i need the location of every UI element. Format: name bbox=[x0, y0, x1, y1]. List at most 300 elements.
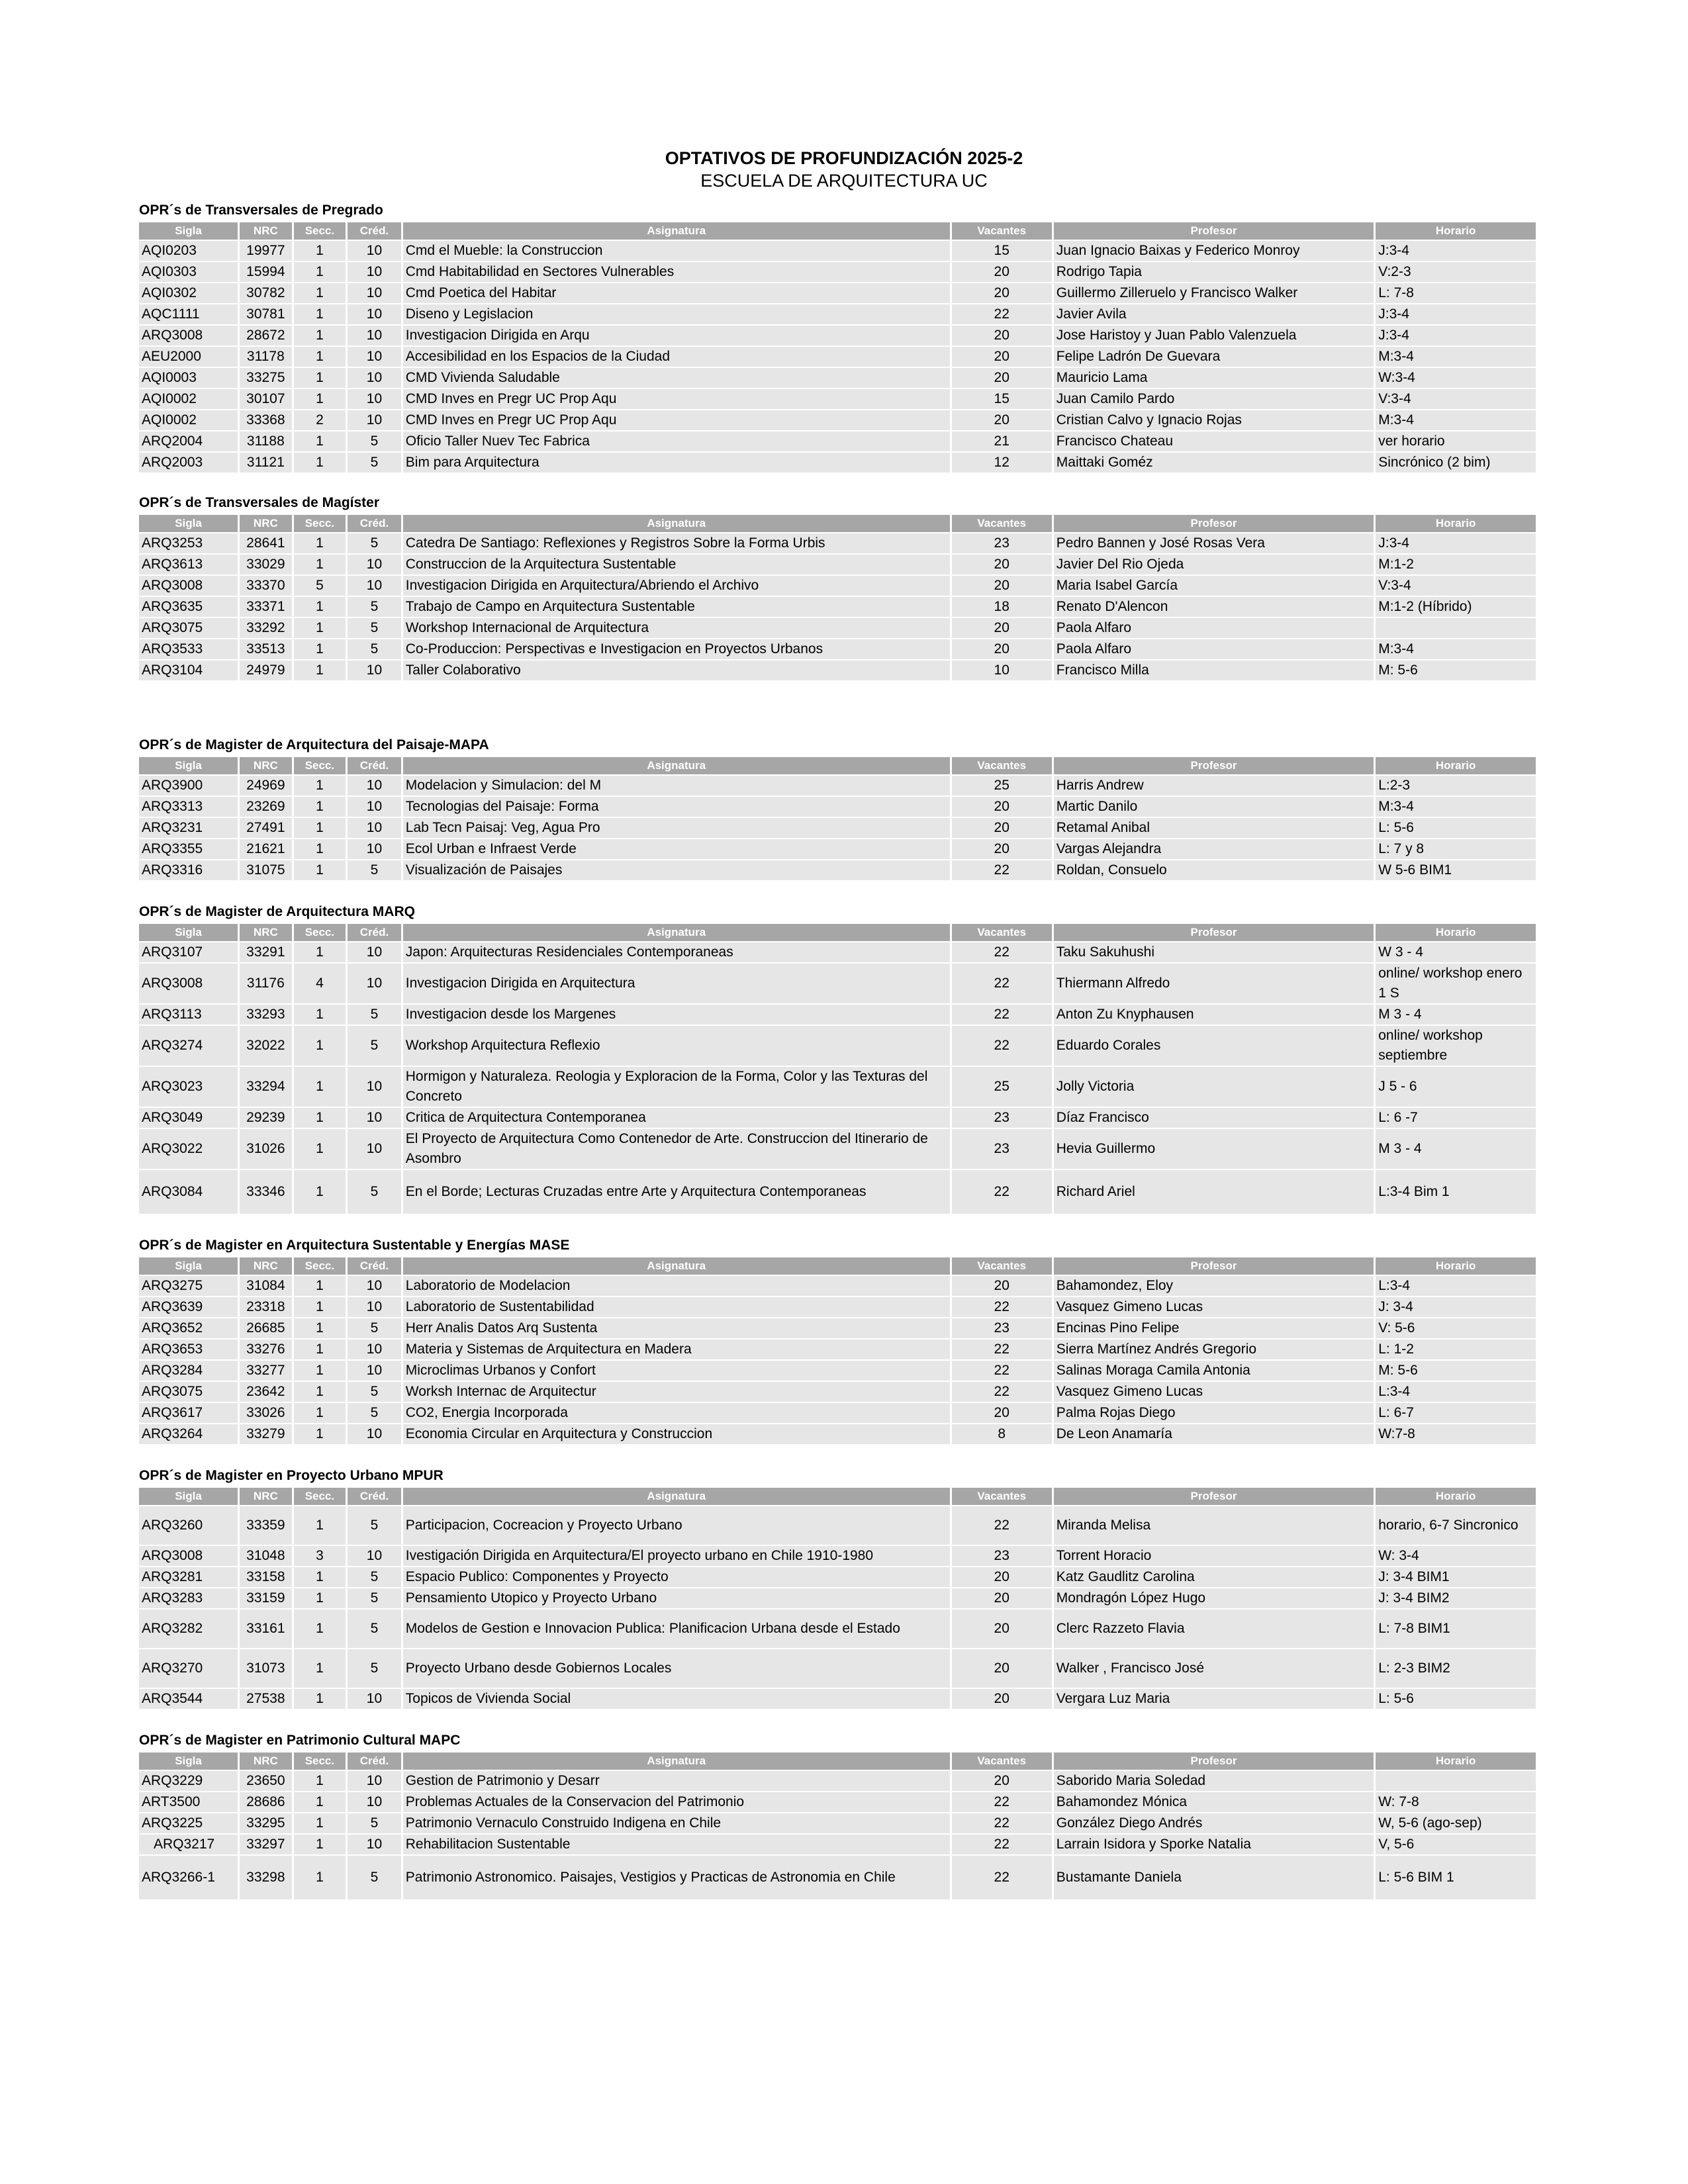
cell-cred: 5 bbox=[348, 639, 401, 659]
cell-sigla: ARQ3264 bbox=[139, 1424, 238, 1444]
cell-nrc: 32022 bbox=[240, 1026, 292, 1066]
table-row bbox=[139, 453, 1536, 473]
cell-cred: 10 bbox=[348, 839, 401, 859]
cell-vacantes: 22 bbox=[952, 1382, 1052, 1402]
cell-vacantes: 22 bbox=[952, 1813, 1052, 1833]
cell-vacantes: 8 bbox=[952, 1424, 1052, 1444]
cell-nrc: 31121 bbox=[240, 453, 292, 473]
cell-cred: 5 bbox=[348, 1026, 401, 1066]
cell-horario bbox=[1376, 618, 1536, 638]
cell-secc: 1 bbox=[294, 1856, 346, 1899]
cell-asignatura: Laboratorio de Sustentabilidad bbox=[403, 1297, 950, 1317]
cell-vacantes: 20 bbox=[952, 1649, 1052, 1688]
table-row bbox=[139, 597, 1536, 617]
table-row bbox=[139, 639, 1536, 659]
table-row bbox=[139, 432, 1536, 451]
cell-horario: online/ workshop enero 1 S bbox=[1376, 964, 1536, 1003]
cell-vacantes: 22 bbox=[952, 942, 1052, 962]
cell-vacantes: 22 bbox=[952, 1170, 1052, 1214]
column-header-cred: Créd. bbox=[348, 1488, 401, 1505]
cell-nrc: 33298 bbox=[240, 1856, 292, 1899]
cell-profesor: Salinas Moraga Camila Antonia bbox=[1054, 1361, 1374, 1381]
cell-asignatura: Catedra De Santiago: Reflexiones y Registros Sobre la Forma Urbis bbox=[403, 533, 950, 553]
cell-horario: J 5 - 6 bbox=[1376, 1067, 1536, 1107]
cell-asignatura: Rehabilitacion Sustentable bbox=[403, 1835, 950, 1854]
cell-secc: 1 bbox=[294, 1403, 346, 1423]
course-section bbox=[139, 492, 1536, 682]
column-header-asignatura: Asignatura bbox=[403, 222, 950, 240]
cell-asignatura: CMD Inves en Pregr UC Prop Aqu bbox=[403, 410, 950, 430]
cell-asignatura: Ivestigación Dirigida en Arquitectura/El proyecto urbano en Chile 1910-1980 bbox=[403, 1546, 950, 1566]
table-row bbox=[139, 1382, 1536, 1402]
cell-sigla: ARQ3113 bbox=[139, 1005, 238, 1024]
cell-sigla: ARQ3022 bbox=[139, 1129, 238, 1169]
table-header-row bbox=[139, 1257, 1536, 1275]
cell-cred: 5 bbox=[348, 1318, 401, 1338]
cell-nrc: 31084 bbox=[240, 1276, 292, 1296]
cell-sigla: ARQ3639 bbox=[139, 1297, 238, 1317]
cell-profesor: Martic Danilo bbox=[1054, 797, 1374, 817]
cell-sigla: ARQ3283 bbox=[139, 1588, 238, 1608]
cell-profesor: Katz Gaudlitz Carolina bbox=[1054, 1567, 1374, 1587]
course-table bbox=[137, 221, 1538, 474]
cell-vacantes: 20 bbox=[952, 1588, 1052, 1608]
column-header-profesor: Profesor bbox=[1054, 1752, 1374, 1770]
cell-horario: J: 3-4 BIM1 bbox=[1376, 1567, 1536, 1587]
cell-cred: 5 bbox=[348, 533, 401, 553]
table-row bbox=[139, 964, 1536, 1003]
cell-asignatura: Materia y Sistemas de Arquitectura en Madera bbox=[403, 1340, 950, 1359]
cell-profesor: De Leon Anamaría bbox=[1054, 1424, 1374, 1444]
cell-cred: 10 bbox=[348, 1067, 401, 1107]
cell-horario: M: 5-6 bbox=[1376, 1361, 1536, 1381]
cell-cred: 10 bbox=[348, 1129, 401, 1169]
cell-secc: 5 bbox=[294, 576, 346, 596]
cell-nrc: 33291 bbox=[240, 942, 292, 962]
table-row bbox=[139, 1506, 1536, 1545]
column-header-secc: Secc. bbox=[294, 1257, 346, 1275]
cell-nrc: 31176 bbox=[240, 964, 292, 1003]
cell-sigla: ARQ3266-1 bbox=[139, 1856, 238, 1899]
cell-horario: V:3-4 bbox=[1376, 576, 1536, 596]
cell-sigla: ARQ3635 bbox=[139, 597, 238, 617]
cell-asignatura: Oficio Taller Nuev Tec Fabrica bbox=[403, 432, 950, 451]
cell-profesor: Encinas Pino Felipe bbox=[1054, 1318, 1374, 1338]
column-header-sigla: Sigla bbox=[139, 1488, 238, 1505]
cell-cred: 10 bbox=[348, 326, 401, 345]
cell-nrc: 31048 bbox=[240, 1546, 292, 1566]
cell-profesor: Mondragón López Hugo bbox=[1054, 1588, 1374, 1608]
cell-horario: M 3 - 4 bbox=[1376, 1129, 1536, 1169]
cell-nrc: 33346 bbox=[240, 1170, 292, 1214]
cell-profesor: Bustamante Daniela bbox=[1054, 1856, 1374, 1899]
cell-cred: 10 bbox=[348, 1340, 401, 1359]
cell-cred: 5 bbox=[348, 1813, 401, 1833]
cell-profesor: Sierra Martínez Andrés Gregorio bbox=[1054, 1340, 1374, 1359]
cell-profesor: Taku Sakuhushi bbox=[1054, 942, 1374, 962]
cell-vacantes: 10 bbox=[952, 660, 1052, 680]
cell-secc: 1 bbox=[294, 241, 346, 261]
table-row bbox=[139, 660, 1536, 680]
cell-horario: M 3 - 4 bbox=[1376, 1005, 1536, 1024]
cell-horario: M:1-2 (Híbrido) bbox=[1376, 597, 1536, 617]
column-header-profesor: Profesor bbox=[1054, 1488, 1374, 1505]
cell-profesor: Javier Del Rio Ojeda bbox=[1054, 555, 1374, 574]
column-header-profesor: Profesor bbox=[1054, 1257, 1374, 1275]
cell-sigla: ARQ3617 bbox=[139, 1403, 238, 1423]
cell-cred: 10 bbox=[348, 964, 401, 1003]
cell-horario: W 5-6 BIM1 bbox=[1376, 860, 1536, 880]
cell-nrc: 33161 bbox=[240, 1610, 292, 1648]
column-header-secc: Secc. bbox=[294, 1752, 346, 1770]
cell-secc: 1 bbox=[294, 797, 346, 817]
table-row bbox=[139, 1689, 1536, 1709]
cell-horario: J: 3-4 BIM2 bbox=[1376, 1588, 1536, 1608]
cell-vacantes: 22 bbox=[952, 964, 1052, 1003]
table-row bbox=[139, 1403, 1536, 1423]
cell-secc: 1 bbox=[294, 618, 346, 638]
column-header-profesor: Profesor bbox=[1054, 515, 1374, 532]
cell-secc: 1 bbox=[294, 283, 346, 303]
table-row bbox=[139, 389, 1536, 409]
cell-vacantes: 22 bbox=[952, 1005, 1052, 1024]
cell-secc: 1 bbox=[294, 839, 346, 859]
cell-asignatura: Modelos de Gestion e Innovacion Publica: Planificacion Urbana desde el Estado bbox=[403, 1610, 950, 1648]
cell-asignatura: Problemas Actuales de la Conservacion del Patrimonio bbox=[403, 1792, 950, 1812]
cell-nrc: 21621 bbox=[240, 839, 292, 859]
cell-nrc: 30107 bbox=[240, 389, 292, 409]
cell-profesor: Retamal Anibal bbox=[1054, 818, 1374, 838]
table-row bbox=[139, 576, 1536, 596]
cell-cred: 5 bbox=[348, 1382, 401, 1402]
cell-asignatura: Japon: Arquitecturas Residenciales Contemporaneas bbox=[403, 942, 950, 962]
course-table bbox=[137, 923, 1538, 1215]
cell-nrc: 33359 bbox=[240, 1506, 292, 1545]
table-row bbox=[139, 1424, 1536, 1444]
cell-profesor: Cristian Calvo y Ignacio Rojas bbox=[1054, 410, 1374, 430]
cell-profesor: Pedro Bannen y José Rosas Vera bbox=[1054, 533, 1374, 553]
cell-cred: 5 bbox=[348, 618, 401, 638]
cell-secc: 1 bbox=[294, 1361, 346, 1381]
cell-profesor: Maittaki Goméz bbox=[1054, 453, 1374, 473]
table-row bbox=[139, 1610, 1536, 1648]
cell-asignatura: Investigacion Dirigida en Arquitectura/Abriendo el Archivo bbox=[403, 576, 950, 596]
cell-sigla: ARQ3008 bbox=[139, 964, 238, 1003]
cell-profesor: Saborido Maria Soledad bbox=[1054, 1771, 1374, 1791]
cell-nrc: 31073 bbox=[240, 1649, 292, 1688]
cell-vacantes: 23 bbox=[952, 1129, 1052, 1169]
cell-cred: 10 bbox=[348, 776, 401, 796]
cell-horario: W:7-8 bbox=[1376, 1424, 1536, 1444]
cell-secc: 1 bbox=[294, 1026, 346, 1066]
cell-secc: 1 bbox=[294, 262, 346, 282]
cell-horario: L:3-4 bbox=[1376, 1276, 1536, 1296]
cell-cred: 5 bbox=[348, 1506, 401, 1545]
cell-sigla: ARQ3008 bbox=[139, 326, 238, 345]
cell-horario: L:3-4 Bim 1 bbox=[1376, 1170, 1536, 1214]
cell-horario: W, 5-6 (ago-sep) bbox=[1376, 1813, 1536, 1833]
cell-asignatura: Proyecto Urbano desde Gobiernos Locales bbox=[403, 1649, 950, 1688]
cell-secc: 1 bbox=[294, 1340, 346, 1359]
cell-sigla: AQI0302 bbox=[139, 283, 238, 303]
cell-secc: 1 bbox=[294, 432, 346, 451]
cell-sigla: ARQ3653 bbox=[139, 1340, 238, 1359]
cell-vacantes: 23 bbox=[952, 533, 1052, 553]
cell-horario: L:2-3 bbox=[1376, 776, 1536, 796]
table-row bbox=[139, 1297, 1536, 1317]
cell-nrc: 33293 bbox=[240, 1005, 292, 1024]
cell-sigla: ARQ3281 bbox=[139, 1567, 238, 1587]
table-header-row bbox=[139, 1752, 1536, 1770]
cell-cred: 5 bbox=[348, 1856, 401, 1899]
course-section bbox=[139, 1235, 1536, 1445]
cell-horario: Sincrónico (2 bim) bbox=[1376, 453, 1536, 473]
cell-secc: 1 bbox=[294, 326, 346, 345]
column-header-nrc: NRC bbox=[240, 222, 292, 240]
cell-vacantes: 20 bbox=[952, 368, 1052, 388]
cell-asignatura: Investigacion Dirigida en Arqu bbox=[403, 326, 950, 345]
cell-cred: 5 bbox=[348, 860, 401, 880]
course-sections bbox=[139, 200, 1536, 1901]
cell-sigla: ARQ3533 bbox=[139, 639, 238, 659]
cell-profesor: Vasquez Gimeno Lucas bbox=[1054, 1297, 1374, 1317]
cell-profesor: Richard Ariel bbox=[1054, 1170, 1374, 1214]
cell-profesor: Paola Alfaro bbox=[1054, 618, 1374, 638]
cell-profesor: Larrain Isidora y Sporke Natalia bbox=[1054, 1835, 1374, 1854]
table-row bbox=[139, 1361, 1536, 1381]
cell-secc: 1 bbox=[294, 1689, 346, 1709]
cell-nrc: 33029 bbox=[240, 555, 292, 574]
cell-asignatura: Accesibilidad en los Espacios de la Ciudad bbox=[403, 347, 950, 367]
table-row bbox=[139, 1318, 1536, 1338]
cell-asignatura: Construccion de la Arquitectura Sustentable bbox=[403, 555, 950, 574]
cell-nrc: 28641 bbox=[240, 533, 292, 553]
cell-vacantes: 21 bbox=[952, 432, 1052, 451]
cell-nrc: 33026 bbox=[240, 1403, 292, 1423]
cell-vacantes: 22 bbox=[952, 1792, 1052, 1812]
course-section bbox=[139, 901, 1536, 1215]
cell-secc: 1 bbox=[294, 1567, 346, 1587]
column-header-vacantes: Vacantes bbox=[952, 515, 1052, 532]
cell-sigla: AQC1111 bbox=[139, 304, 238, 324]
column-header-secc: Secc. bbox=[294, 757, 346, 774]
table-row bbox=[139, 262, 1536, 282]
cell-horario: online/ workshop septiembre bbox=[1376, 1026, 1536, 1066]
cell-secc: 1 bbox=[294, 1506, 346, 1545]
course-section bbox=[139, 1730, 1536, 1901]
course-section bbox=[139, 1465, 1536, 1710]
cell-cred: 5 bbox=[348, 1170, 401, 1214]
document-title: OPTATIVOS DE PROFUNDIZACIÓN 2025-2 bbox=[665, 148, 1023, 168]
cell-profesor: Anton Zu Knyphausen bbox=[1054, 1005, 1374, 1024]
cell-sigla: ARQ3049 bbox=[139, 1108, 238, 1128]
cell-profesor: Walker , Francisco José bbox=[1054, 1649, 1374, 1688]
cell-profesor: Rodrigo Tapia bbox=[1054, 262, 1374, 282]
table-header-row bbox=[139, 924, 1536, 941]
cell-sigla: AQI0002 bbox=[139, 410, 238, 430]
cell-vacantes: 23 bbox=[952, 1546, 1052, 1566]
cell-secc: 1 bbox=[294, 660, 346, 680]
cell-vacantes: 20 bbox=[952, 1276, 1052, 1296]
cell-vacantes: 22 bbox=[952, 304, 1052, 324]
cell-vacantes: 20 bbox=[952, 797, 1052, 817]
cell-secc: 1 bbox=[294, 818, 346, 838]
cell-nrc: 27491 bbox=[240, 818, 292, 838]
cell-profesor: Vargas Alejandra bbox=[1054, 839, 1374, 859]
cell-vacantes: 20 bbox=[952, 618, 1052, 638]
column-header-vacantes: Vacantes bbox=[952, 924, 1052, 941]
cell-vacantes: 23 bbox=[952, 1318, 1052, 1338]
course-table bbox=[137, 1256, 1538, 1445]
cell-horario: L: 7-8 bbox=[1376, 283, 1536, 303]
cell-horario: L: 6 -7 bbox=[1376, 1108, 1536, 1128]
table-row bbox=[139, 1067, 1536, 1107]
cell-asignatura: Ecol Urban e Infraest Verde bbox=[403, 839, 950, 859]
cell-horario bbox=[1376, 1771, 1536, 1791]
column-header-asignatura: Asignatura bbox=[403, 515, 950, 532]
cell-nrc: 23269 bbox=[240, 797, 292, 817]
cell-profesor: Francisco Chateau bbox=[1054, 432, 1374, 451]
cell-sigla: AEU2000 bbox=[139, 347, 238, 367]
cell-vacantes: 23 bbox=[952, 1108, 1052, 1128]
cell-secc: 4 bbox=[294, 964, 346, 1003]
column-header-cred: Créd. bbox=[348, 222, 401, 240]
column-header-sigla: Sigla bbox=[139, 515, 238, 532]
cell-nrc: 23642 bbox=[240, 1382, 292, 1402]
course-section bbox=[139, 200, 1536, 474]
cell-nrc: 33277 bbox=[240, 1361, 292, 1381]
cell-sigla: ARQ3084 bbox=[139, 1170, 238, 1214]
cell-vacantes: 20 bbox=[952, 639, 1052, 659]
cell-secc: 1 bbox=[294, 1771, 346, 1791]
cell-cred: 10 bbox=[348, 818, 401, 838]
cell-vacantes: 20 bbox=[952, 262, 1052, 282]
cell-nrc: 33295 bbox=[240, 1813, 292, 1833]
cell-asignatura: Cmd Poetica del Habitar bbox=[403, 283, 950, 303]
cell-secc: 1 bbox=[294, 555, 346, 574]
cell-sigla: ARQ3275 bbox=[139, 1276, 238, 1296]
cell-horario: W 3 - 4 bbox=[1376, 942, 1536, 962]
table-row bbox=[139, 1276, 1536, 1296]
column-header-profesor: Profesor bbox=[1054, 924, 1374, 941]
table-row bbox=[139, 1588, 1536, 1608]
cell-asignatura: Workshop Arquitectura Reflexio bbox=[403, 1026, 950, 1066]
section-title: OPR´s de Magister en Proyecto Urbano MPUR bbox=[139, 1468, 444, 1483]
table-row bbox=[139, 797, 1536, 817]
cell-nrc: 28672 bbox=[240, 326, 292, 345]
cell-profesor: Guillermo Zilleruelo y Francisco Walker bbox=[1054, 283, 1374, 303]
cell-profesor: Miranda Melisa bbox=[1054, 1506, 1374, 1545]
cell-asignatura: Cmd Habitabilidad en Sectores Vulnerables bbox=[403, 262, 950, 282]
cell-secc: 1 bbox=[294, 453, 346, 473]
cell-sigla: ARQ3274 bbox=[139, 1026, 238, 1066]
cell-horario: M:1-2 bbox=[1376, 555, 1536, 574]
cell-secc: 2 bbox=[294, 410, 346, 430]
cell-vacantes: 20 bbox=[952, 1771, 1052, 1791]
cell-vacantes: 22 bbox=[952, 1297, 1052, 1317]
cell-sigla: ARQ3652 bbox=[139, 1318, 238, 1338]
cell-vacantes: 15 bbox=[952, 389, 1052, 409]
cell-cred: 10 bbox=[348, 368, 401, 388]
cell-profesor: Paola Alfaro bbox=[1054, 639, 1374, 659]
column-header-cred: Créd. bbox=[348, 1257, 401, 1275]
cell-secc: 1 bbox=[294, 347, 346, 367]
cell-nrc: 29239 bbox=[240, 1108, 292, 1128]
column-header-cred: Créd. bbox=[348, 757, 401, 774]
table-row bbox=[139, 1005, 1536, 1024]
cell-sigla: ARQ3355 bbox=[139, 839, 238, 859]
cell-cred: 10 bbox=[348, 304, 401, 324]
cell-profesor: Bahamondez, Eloy bbox=[1054, 1276, 1374, 1296]
cell-cred: 10 bbox=[348, 283, 401, 303]
cell-asignatura: Visualización de Paisajes bbox=[403, 860, 950, 880]
cell-horario: W:3-4 bbox=[1376, 368, 1536, 388]
cell-nrc: 30781 bbox=[240, 304, 292, 324]
cell-profesor: Francisco Milla bbox=[1054, 660, 1374, 680]
cell-secc: 3 bbox=[294, 1546, 346, 1566]
cell-secc: 1 bbox=[294, 1424, 346, 1444]
document-subtitle: ESCUELA DE ARQUITECTURA UC bbox=[700, 171, 988, 191]
course-table bbox=[137, 1751, 1538, 1901]
cell-horario: V:3-4 bbox=[1376, 389, 1536, 409]
cell-profesor: Renato D'Alencon bbox=[1054, 597, 1374, 617]
column-header-asignatura: Asignatura bbox=[403, 757, 950, 774]
cell-asignatura: Gestion de Patrimonio y Desarr bbox=[403, 1771, 950, 1791]
column-header-nrc: NRC bbox=[240, 757, 292, 774]
cell-cred: 10 bbox=[348, 1276, 401, 1296]
column-header-vacantes: Vacantes bbox=[952, 1488, 1052, 1505]
cell-secc: 1 bbox=[294, 1588, 346, 1608]
table-row bbox=[139, 1813, 1536, 1833]
cell-secc: 1 bbox=[294, 1067, 346, 1107]
cell-vacantes: 22 bbox=[952, 1026, 1052, 1066]
cell-profesor: Vasquez Gimeno Lucas bbox=[1054, 1382, 1374, 1402]
section-title: OPR´s de Transversales de Magíster bbox=[139, 495, 379, 510]
cell-asignatura: Investigacion desde los Margenes bbox=[403, 1005, 950, 1024]
cell-profesor: Jose Haristoy y Juan Pablo Valenzuela bbox=[1054, 326, 1374, 345]
cell-asignatura: El Proyecto de Arquitectura Como Contenedor de Arte. Construccion del Itinerario de Asombro bbox=[403, 1129, 950, 1169]
cell-profesor: Roldan, Consuelo bbox=[1054, 860, 1374, 880]
cell-asignatura: Modelacion y Simulacion: del M bbox=[403, 776, 950, 796]
cell-profesor: Eduardo Corales bbox=[1054, 1026, 1374, 1066]
cell-sigla: ARQ3282 bbox=[139, 1610, 238, 1648]
column-header-vacantes: Vacantes bbox=[952, 757, 1052, 774]
cell-horario: L: 1-2 bbox=[1376, 1340, 1536, 1359]
column-header-sigla: Sigla bbox=[139, 1752, 238, 1770]
cell-horario: M: 5-6 bbox=[1376, 660, 1536, 680]
section-title: OPR´s de Magister de Arquitectura del Paisaje-MAPA bbox=[139, 737, 489, 752]
cell-nrc: 31026 bbox=[240, 1129, 292, 1169]
cell-horario: L: 5-6 bbox=[1376, 818, 1536, 838]
cell-horario: L: 2-3 BIM2 bbox=[1376, 1649, 1536, 1688]
cell-asignatura: Economia Circular en Arquitectura y Construccion bbox=[403, 1424, 950, 1444]
cell-horario: L: 6-7 bbox=[1376, 1403, 1536, 1423]
cell-secc: 1 bbox=[294, 1170, 346, 1214]
cell-horario: L: 5-6 BIM 1 bbox=[1376, 1856, 1536, 1899]
column-header-sigla: Sigla bbox=[139, 222, 238, 240]
cell-horario: V, 5-6 bbox=[1376, 1835, 1536, 1854]
cell-cred: 5 bbox=[348, 1649, 401, 1688]
table-row bbox=[139, 1771, 1536, 1791]
cell-vacantes: 20 bbox=[952, 410, 1052, 430]
cell-cred: 5 bbox=[348, 1610, 401, 1648]
cell-asignatura: Patrimonio Astronomico. Paisajes, Vestigios y Practicas de Astronomia en Chile bbox=[403, 1856, 950, 1899]
cell-asignatura: Bim para Arquitectura bbox=[403, 453, 950, 473]
cell-sigla: ARQ3260 bbox=[139, 1506, 238, 1545]
cell-cred: 5 bbox=[348, 432, 401, 451]
cell-asignatura: Workshop Internacional de Arquitectura bbox=[403, 618, 950, 638]
table-row bbox=[139, 347, 1536, 367]
